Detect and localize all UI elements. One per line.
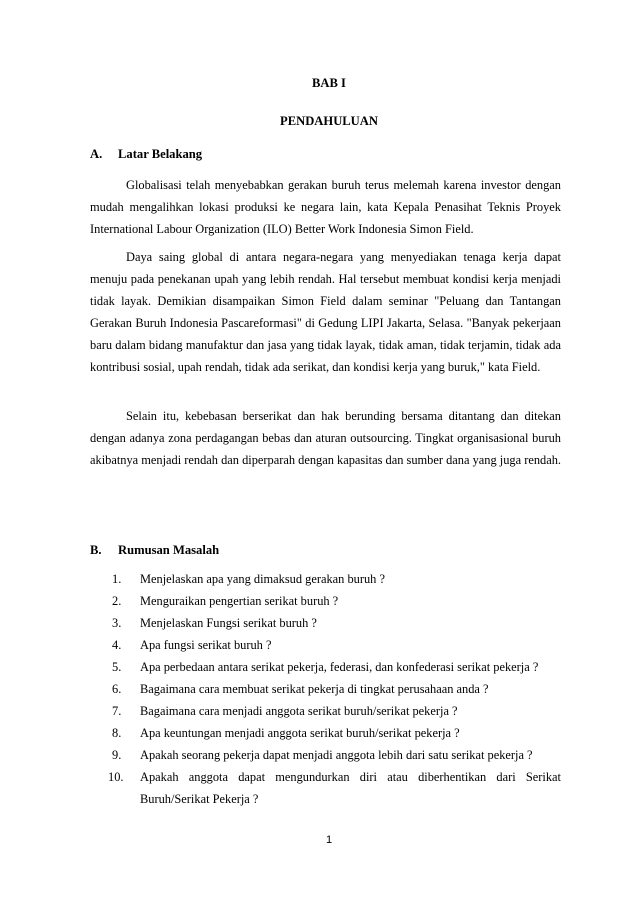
problem-list bbox=[90, 568, 561, 810]
chapter-title: PENDAHULUAN bbox=[280, 114, 378, 128]
paragraph-1: Globalisasi telah menyebabkan gerakan buruh terus melemah karena investor dengan mudah mengalihkan lokasi produksi ke negara lain, kata Kepala Penasihat Teknis Proyek International Labour Organization (ILO) Better Work Indonesia Simon Field. bbox=[90, 178, 561, 236]
list-item-text: Apa fungsi serikat buruh ? bbox=[140, 638, 272, 652]
list-item-number: 4. bbox=[112, 638, 122, 652]
list-item-number: 9. bbox=[112, 748, 122, 762]
list-item-number: 2. bbox=[112, 594, 122, 608]
section-a-title: Latar Belakang bbox=[118, 147, 203, 161]
section-b-label: B. bbox=[90, 543, 102, 557]
section-a-label: A. bbox=[90, 147, 103, 161]
list-item-text: Bagaimana cara menjadi anggota serikat buruh/serikat pekerja ? bbox=[140, 704, 458, 718]
list-item-text: Apakah anggota dapat mengundurkan diri atau diberhentikan dari Serikat Buruh/Serikat Pekerja ? bbox=[140, 770, 561, 806]
section-a-heading bbox=[90, 147, 202, 162]
list-item bbox=[90, 656, 561, 678]
list-item bbox=[90, 612, 561, 634]
list-item bbox=[90, 590, 561, 612]
list-item-number: 5. bbox=[112, 660, 122, 674]
list-item-number: 8. bbox=[112, 726, 122, 740]
list-item-text: Menguraikan pengertian serikat buruh ? bbox=[140, 594, 339, 608]
section-b-heading bbox=[90, 543, 219, 558]
list-item-text: Apa perbedaan antara serikat pekerja, federasi, dan konfederasi serikat pekerja ? bbox=[140, 660, 539, 674]
list-item-text: Menjelaskan Fungsi serikat buruh ? bbox=[140, 616, 317, 630]
list-item bbox=[90, 678, 561, 700]
page-number: 1 bbox=[325, 834, 333, 846]
list-item-number: 6. bbox=[112, 682, 122, 696]
list-item bbox=[90, 766, 561, 810]
list-item-text: Apa keuntungan menjadi anggota serikat buruh/serikat pekerja ? bbox=[140, 726, 460, 740]
list-item bbox=[90, 634, 561, 656]
chapter-label: BAB I bbox=[312, 76, 346, 90]
list-item-number: 7. bbox=[112, 704, 122, 718]
paragraph-2: Daya saing global di antara negara-negara yang menyediakan tenaga kerja dapat menuju pada penekanan upah yang lebih rendah. Hal tersebut membuat kondisi kerja menjadi tidak layak. Demikian disampaikan Simon Field dalam seminar "Peluang dan Tantangan Gerakan Buruh Indonesia Pascareformasi" di Gedung LIPI Jakarta, Selasa. "Banyak pekerjaan baru dalam bidang manufaktur dan jasa yang tidak layak, tidak aman, tidak terjamin, tidak ada kontribusi sosial, upah rendah, tidak ada serikat, dan kondisi kerja yang buruk," kata Field. bbox=[90, 250, 561, 374]
list-item bbox=[90, 568, 561, 590]
list-item-number: 3. bbox=[112, 616, 122, 630]
list-item-text: Bagaimana cara membuat serikat pekerja di tingkat perusahaan anda ? bbox=[140, 682, 489, 696]
list-item bbox=[90, 700, 561, 722]
list-item-text: Apakah seorang pekerja dapat menjadi anggota lebih dari satu serikat pekerja ? bbox=[140, 748, 533, 762]
list-item bbox=[90, 744, 561, 766]
list-item-number: 1. bbox=[112, 572, 122, 586]
list-item-text: Menjelaskan apa yang dimaksud gerakan buruh ? bbox=[140, 572, 385, 586]
section-b-title: Rumusan Masalah bbox=[118, 543, 220, 557]
list-item-number: 10. bbox=[108, 770, 124, 784]
list-item bbox=[90, 722, 561, 744]
paragraph-3: Selain itu, kebebasan berserikat dan hak berunding bersama ditantang dan ditekan dengan adanya zona perdagangan bebas dan aturan outsourcing. Tingkat organisasional buruh akibatnya menjadi rendah dan diperparah dengan kapasitas dan sumber dana yang juga rendah. bbox=[90, 409, 562, 467]
